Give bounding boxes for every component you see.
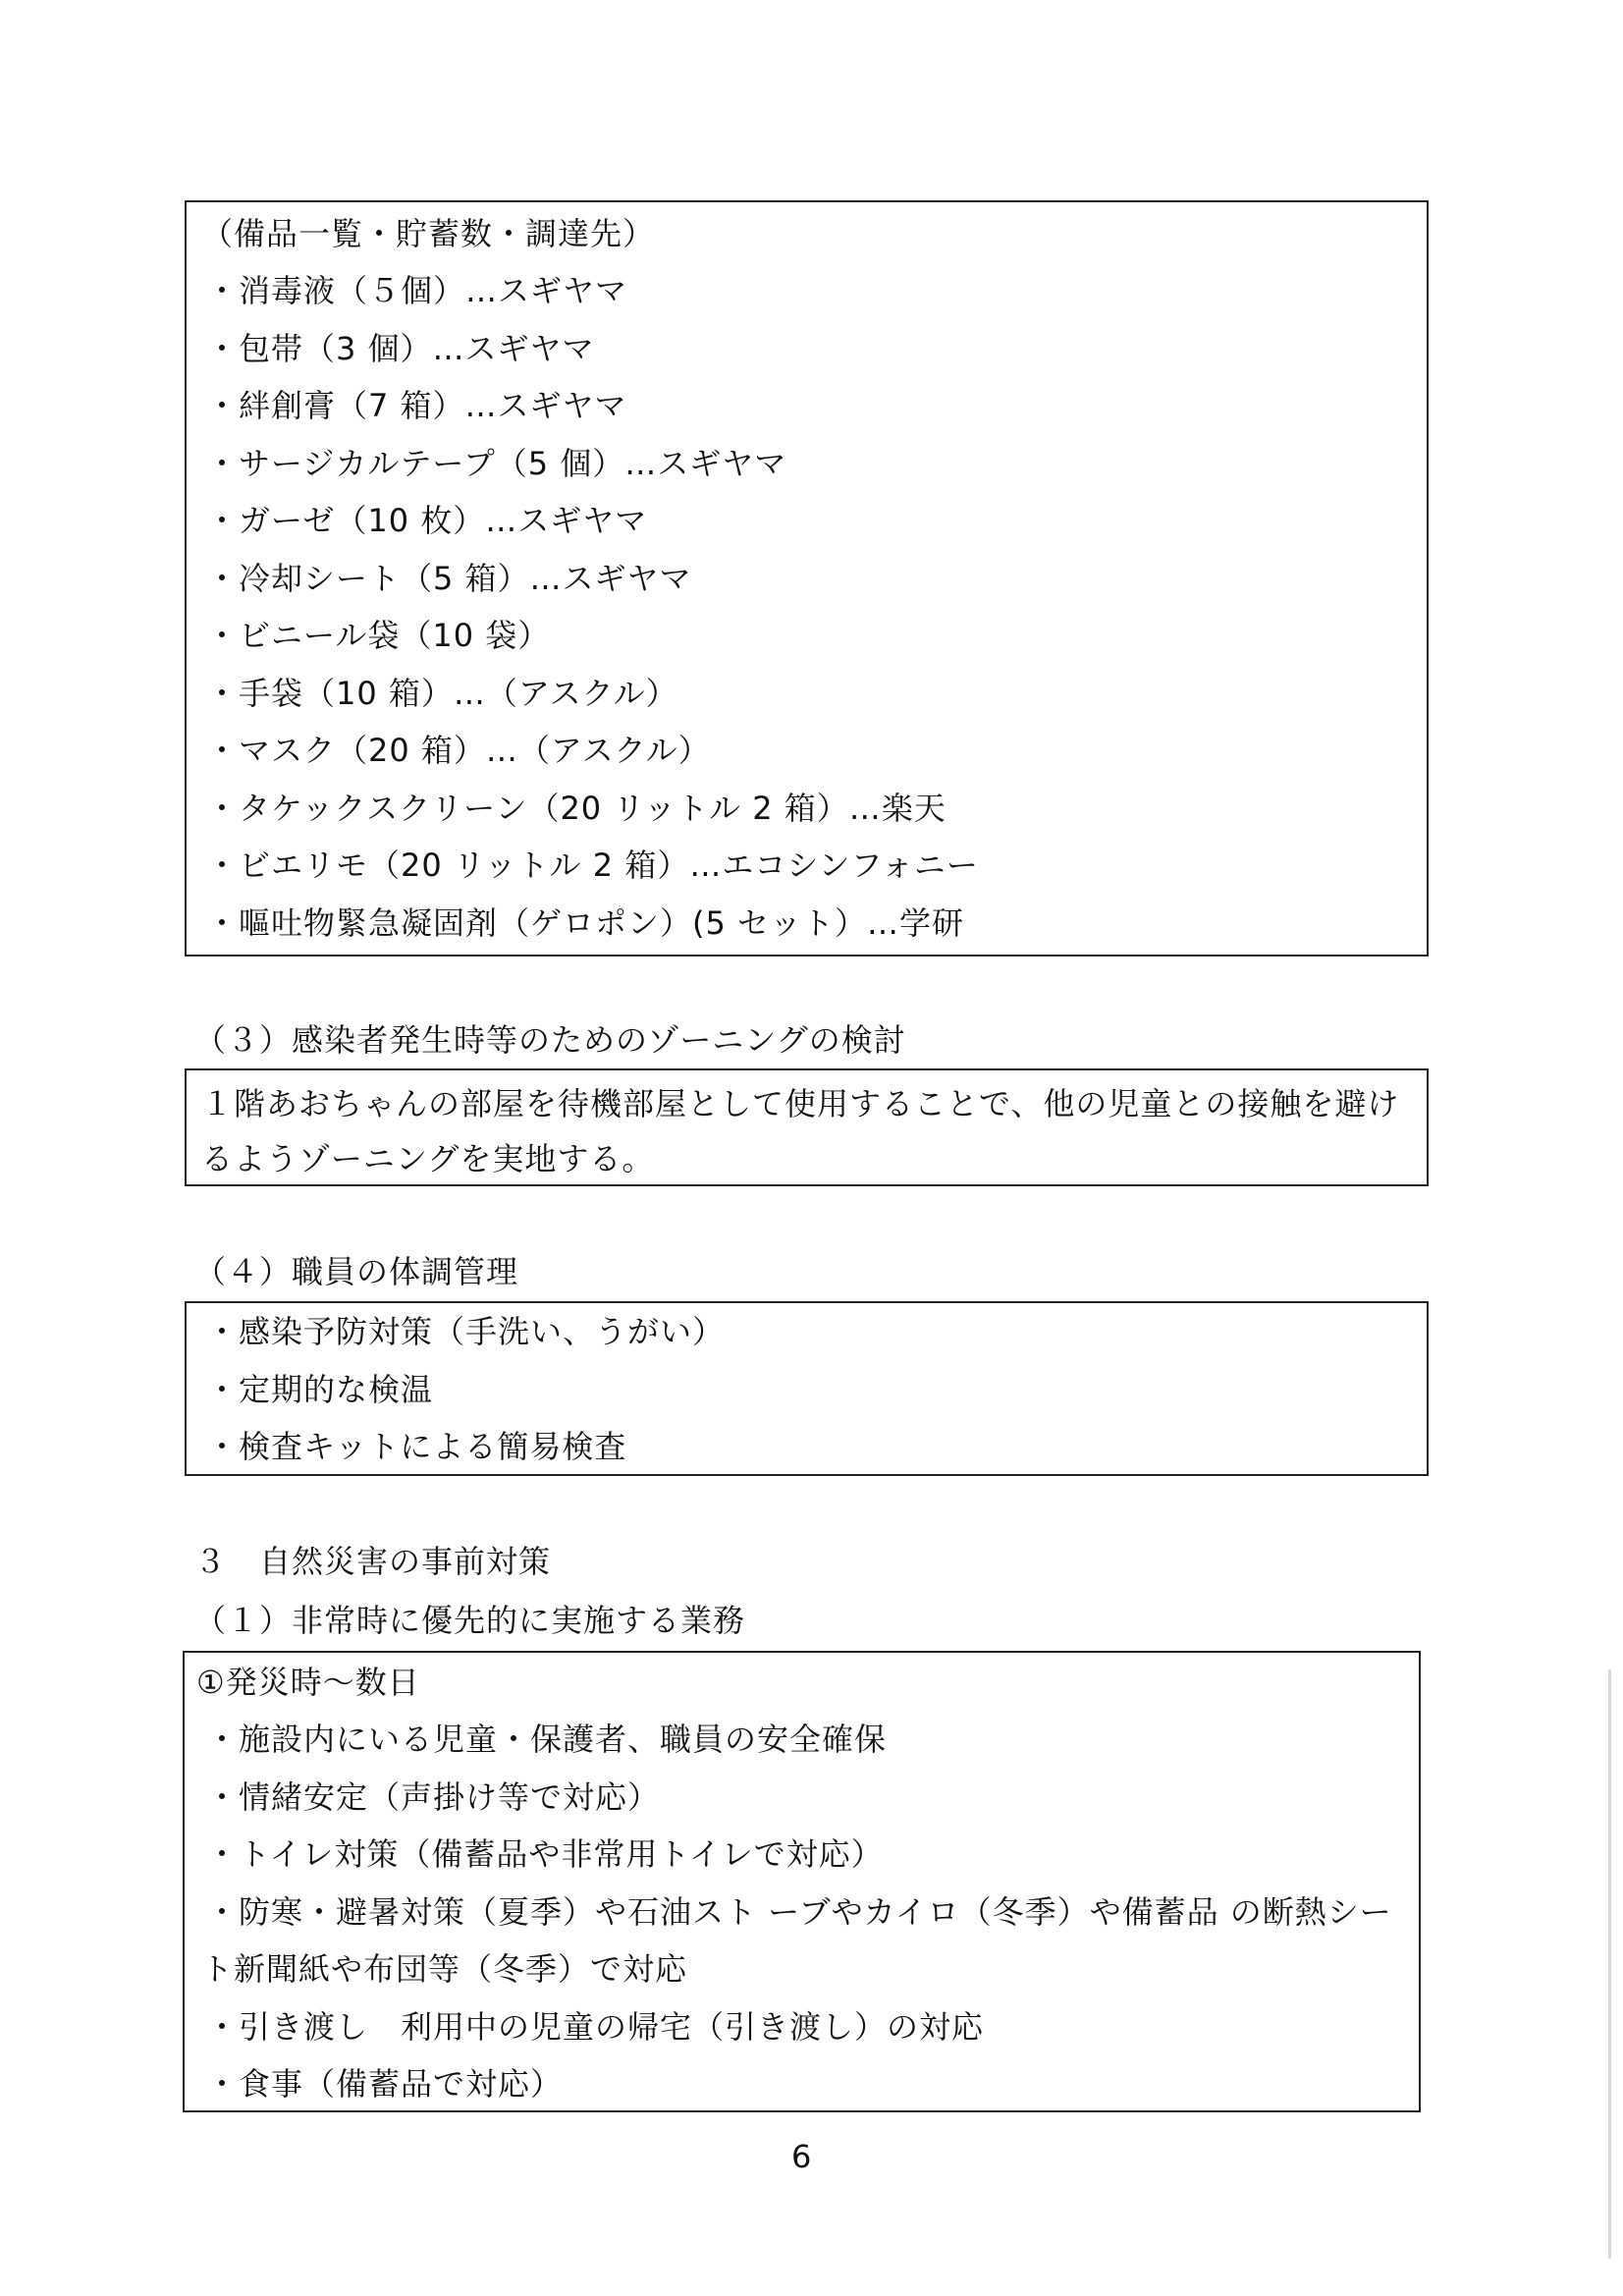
supply-item: ・マスク（20 箱）…（アスクル） (206, 732, 711, 769)
disaster-line: ①発災時～数日 (196, 1664, 420, 1701)
staff-health-item: ・定期的な検温 (206, 1371, 434, 1408)
disaster-line: ・引き渡し 利用中の児童の帰宅（引き渡し）の対応 (206, 2008, 985, 2046)
staff-health-item: ・検査キットによる簡易検査 (206, 1428, 627, 1465)
supply-item: ・手袋（10 箱）…（アスクル） (206, 675, 678, 712)
scan-edge-mark (1608, 1669, 1611, 2259)
disaster-subheading: （１）非常時に優先的に実施する業務 (194, 1602, 746, 1639)
supply-item: ・ビニール袋（10 袋） (206, 617, 551, 654)
disaster-line: ・トイレ対策（備蓄品や非常用トイレで対応） (206, 1835, 884, 1873)
supply-item: ・サージカルテープ（5 個）…スギヤマ (206, 445, 787, 482)
supply-item: ・タケックスクリーン（20 リットル 2 箱）…楽天 (206, 790, 947, 827)
supply-item: ・消毒液（５個）…スギヤマ (206, 272, 628, 309)
disaster-line: ・施設内にいる児童・保護者、職員の安全確保 (206, 1721, 888, 1758)
disaster-line: ト新聞紙や布団等（冬季）で対応 (201, 1950, 688, 1988)
page-number: 6 (791, 2138, 812, 2175)
supply-item: ・ガーゼ（10 枚）…スギヤマ (206, 502, 648, 539)
disaster-line: ・食事（備蓄品で対応） (206, 2065, 564, 2103)
supply-item: ・絆創膏（7 箱）…スギヤマ (206, 387, 627, 424)
supply-item: ・嘔吐物緊急凝固剤（ゲロポン）(5 セット）…学研 (206, 904, 965, 942)
supply-item: ・包帯（3 個）…スギヤマ (206, 330, 595, 367)
supplies-header: （備品一覧・貯蓄数・調達先） (201, 215, 656, 252)
staff-health-item: ・感染予防対策（手洗い、うがい） (206, 1313, 726, 1350)
disaster-heading: ３ 自然災害の事前対策 (194, 1543, 552, 1580)
zoning-heading: （３）感染者発生時等のためのゾーニングの検討 (194, 1021, 906, 1059)
disaster-line: ・情緒安定（声掛け等で対応） (206, 1778, 661, 1816)
supply-item: ・冷却シート（5 箱）…スギヤマ (206, 560, 692, 597)
disaster-line: ・防寒・避暑対策（夏季）や石油スト ーブやカイロ（冬季）や備蓄品 の断熱シー (206, 1893, 1392, 1931)
zoning-text: るようゾーニングを実地する。 (201, 1140, 655, 1177)
zoning-text: １階あおちゃんの部屋を待機部屋として使用することで、他の児童との接触を避け (201, 1085, 1400, 1122)
supply-item: ・ビエリモ（20 リットル 2 箱）…エコシンフォニー (206, 847, 979, 884)
staff-health-heading: （４）職員の体調管理 (194, 1253, 519, 1290)
